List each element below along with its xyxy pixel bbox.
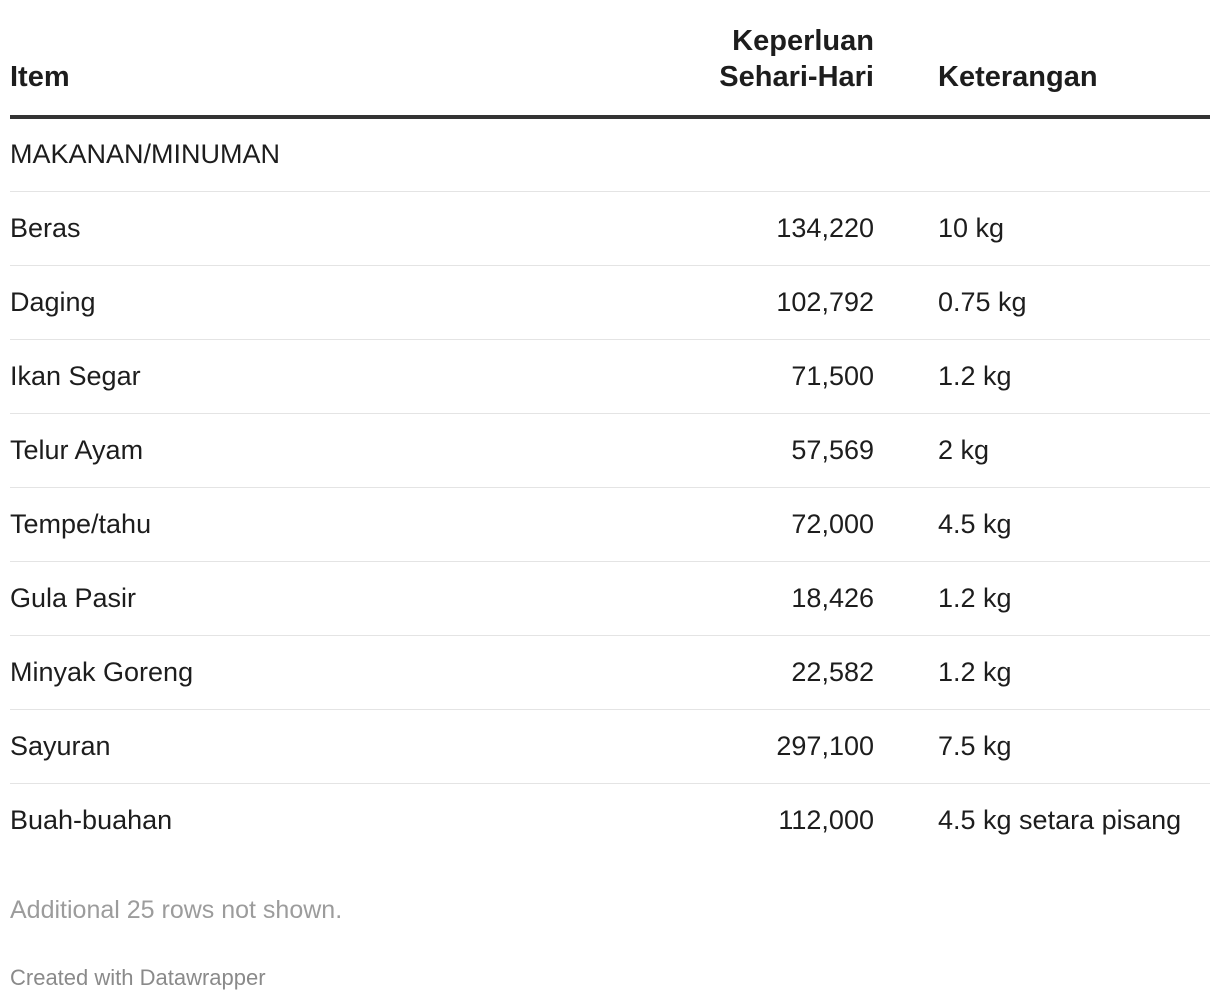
cell-item: Minyak Goreng	[10, 635, 604, 709]
cell-description: 4.5 kg	[874, 487, 1210, 561]
cell-daily-need: 57,569	[604, 413, 874, 487]
cell-item: Gula Pasir	[10, 561, 604, 635]
table-row	[10, 487, 1210, 561]
cell-item: Buah-buahan	[10, 804, 173, 835]
cell-item: Beras	[10, 191, 604, 265]
cell-description: 7.5 kg	[874, 709, 1210, 783]
table-row	[10, 191, 1210, 265]
cell-item: MAKANAN/MINUMAN	[10, 117, 604, 191]
column-header-item[interactable]: Item	[10, 0, 604, 117]
cell-item: Telur Ayam	[10, 413, 604, 487]
cell-description: 1.2 kg	[874, 635, 1210, 709]
cell-daily-need: 18,426	[604, 561, 874, 635]
table-row	[10, 783, 1210, 857]
table-row	[10, 117, 1210, 191]
cell-description: 1.2 kg	[874, 561, 1210, 635]
cell-daily-need: 112,000	[778, 804, 874, 835]
cell-description: 0.75 kg	[874, 265, 1210, 339]
cell-item: Daging	[10, 265, 604, 339]
table-row	[10, 339, 1210, 413]
cell-description: 10 kg	[874, 191, 1210, 265]
cell-daily-need: 102,792	[604, 265, 874, 339]
table-row	[10, 561, 1210, 635]
data-table	[10, 0, 1210, 857]
column-header-description[interactable]: Keterangan	[874, 0, 1210, 117]
datawrapper-credit[interactable]: Created with Datawrapper	[10, 965, 266, 990]
table-row	[10, 413, 1210, 487]
cell-daily-need: 134,220	[604, 191, 874, 265]
cell-item: Tempe/tahu	[10, 487, 604, 561]
cell-daily-need	[604, 117, 874, 191]
cell-daily-need: 297,100	[604, 709, 874, 783]
cell-description: 4.5 kg setara pisang	[938, 804, 1182, 835]
cell-description: 1.2 kg	[874, 339, 1210, 413]
header-row	[10, 0, 1210, 117]
cell-daily-need: 22,582	[604, 635, 874, 709]
table-row	[10, 265, 1210, 339]
cell-description: 2 kg	[874, 413, 1210, 487]
table-body	[10, 117, 1210, 857]
column-header-daily-need[interactable]: Keperluan Sehari-Hari	[604, 0, 874, 117]
cell-daily-need: 72,000	[604, 487, 874, 561]
cell-item: Sayuran	[10, 709, 604, 783]
table-row	[10, 635, 1210, 709]
hidden-rows-note: Additional 25 rows not shown.	[10, 896, 343, 924]
cell-description	[874, 117, 1210, 191]
cell-daily-need: 71,500	[604, 339, 874, 413]
table-row	[10, 709, 1210, 783]
table-header	[10, 0, 1210, 117]
cell-item: Ikan Segar	[10, 339, 604, 413]
